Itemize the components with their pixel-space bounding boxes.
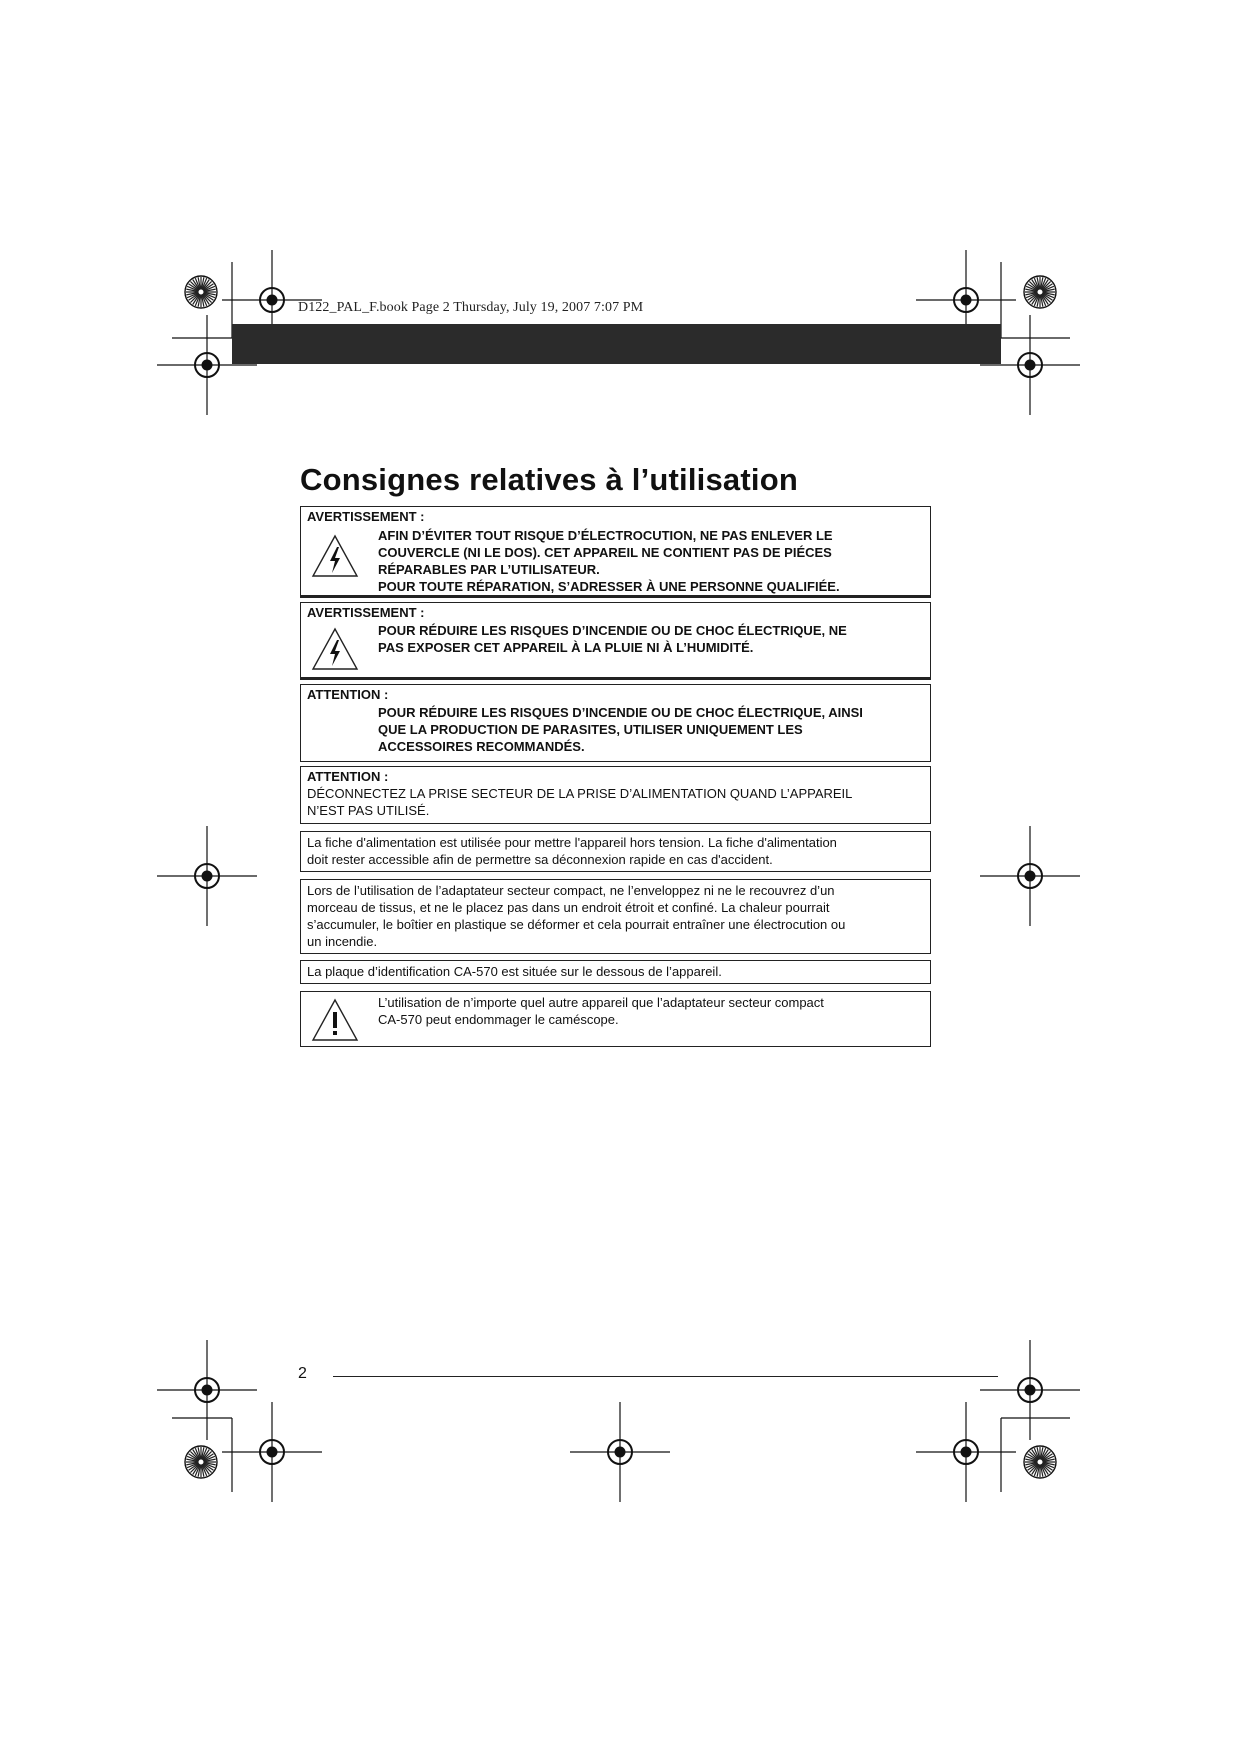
box-text: AFIN D’ÉVITER TOUT RISQUE D’ÉLECTROCUTION, NE PAS ENLEVER LE COUVERCLE (NI LE DOS). CET APPAREIL NE CONTIENT PAS DE PIÉCES RÉPARABLES PAR L’UTILISATEUR. POUR TOUTE RÉPARATION, S’ADRESSER À UNE PERSONNE QUALIFIÉE.: [378, 528, 840, 594]
registration-mark: [157, 826, 257, 926]
attention-box-1: [300, 684, 931, 762]
box-label: ATTENTION :: [307, 687, 389, 702]
box-text: Lors de l’utilisation de l’adaptateur secteur compact, ne l’enveloppez ni ne le recouvrez d’un morceau de tissus, et ne le placez pas dans un endroit étroit et confiné. La chaleur pourrait s’accumuler, le boîtier en plastique se déformer et cela pourrait entraîner une électrocution ou un incendie.: [307, 883, 846, 949]
box-label: AVERTISSEMENT :: [307, 509, 425, 524]
attention-box-2: [300, 766, 931, 824]
caution-box: [300, 991, 931, 1047]
note-box-plug: [300, 831, 931, 872]
registration-mark: [157, 1340, 257, 1440]
footer-rule: [333, 1376, 998, 1377]
box-text: La plaque d’identification CA-570 est située sur le dessous de l’appareil.: [307, 964, 722, 979]
registration-mark: [980, 826, 1080, 926]
box-text: POUR RÉDUIRE LES RISQUES D’INCENDIE OU DE CHOC ÉLECTRIQUE, AINSI QUE LA PRODUCTION DE PARASITES, UTILISER UNIQUEMENT LES ACCESSOIRES RECOMMANDÉS.: [378, 705, 863, 754]
star-target-top-left: [185, 276, 217, 308]
electric-shock-warning-icon: [311, 534, 359, 578]
note-box-nameplate: [300, 960, 931, 984]
box-text: POUR RÉDUIRE LES RISQUES D’INCENDIE OU DE CHOC ÉLECTRIQUE, NE PAS EXPOSER CET APPAREIL À LA PLUIE NI À L’HUMIDITÉ.: [378, 623, 847, 655]
star-target-top-right: [1024, 276, 1056, 308]
box-label: ATTENTION :: [307, 769, 389, 784]
star-target-bottom-left: [185, 1446, 217, 1478]
note-box-adapter: [300, 879, 931, 954]
box-text: La fiche d'alimentation est utilisée pour mettre l'appareil hors tension. La fiche d'alimentation doit rester accessible afin de permettre sa déconnexion rapide en cas d'accident.: [307, 835, 837, 867]
registration-mark: [570, 1402, 670, 1502]
box-label: AVERTISSEMENT :: [307, 605, 425, 620]
electric-shock-warning-icon: [311, 627, 359, 671]
warning-box-2: [300, 602, 931, 680]
registration-mark: [980, 1340, 1080, 1440]
registration-mark: [222, 1402, 322, 1502]
box-text: DÉCONNECTEZ LA PRISE SECTEUR DE LA PRISE D’ALIMENTATION QUAND L’APPAREIL N’EST PAS UTILISÉ.: [307, 786, 853, 818]
box-text: L’utilisation de n’importe quel autre appareil que l’adaptateur secteur compact CA-570 peut endommager le caméscope.: [378, 995, 824, 1027]
page-title: Consignes relatives à l’utilisation: [300, 462, 798, 497]
page-number: 2: [298, 1365, 307, 1382]
caution-exclamation-icon: [311, 998, 359, 1042]
print-slug: D122_PAL_F.book Page 2 Thursday, July 19, 2007 7:07 PM: [298, 300, 644, 315]
warning-box-1: [300, 506, 931, 598]
star-target-bottom-right: [1024, 1446, 1056, 1478]
header-bar: [232, 324, 1001, 364]
